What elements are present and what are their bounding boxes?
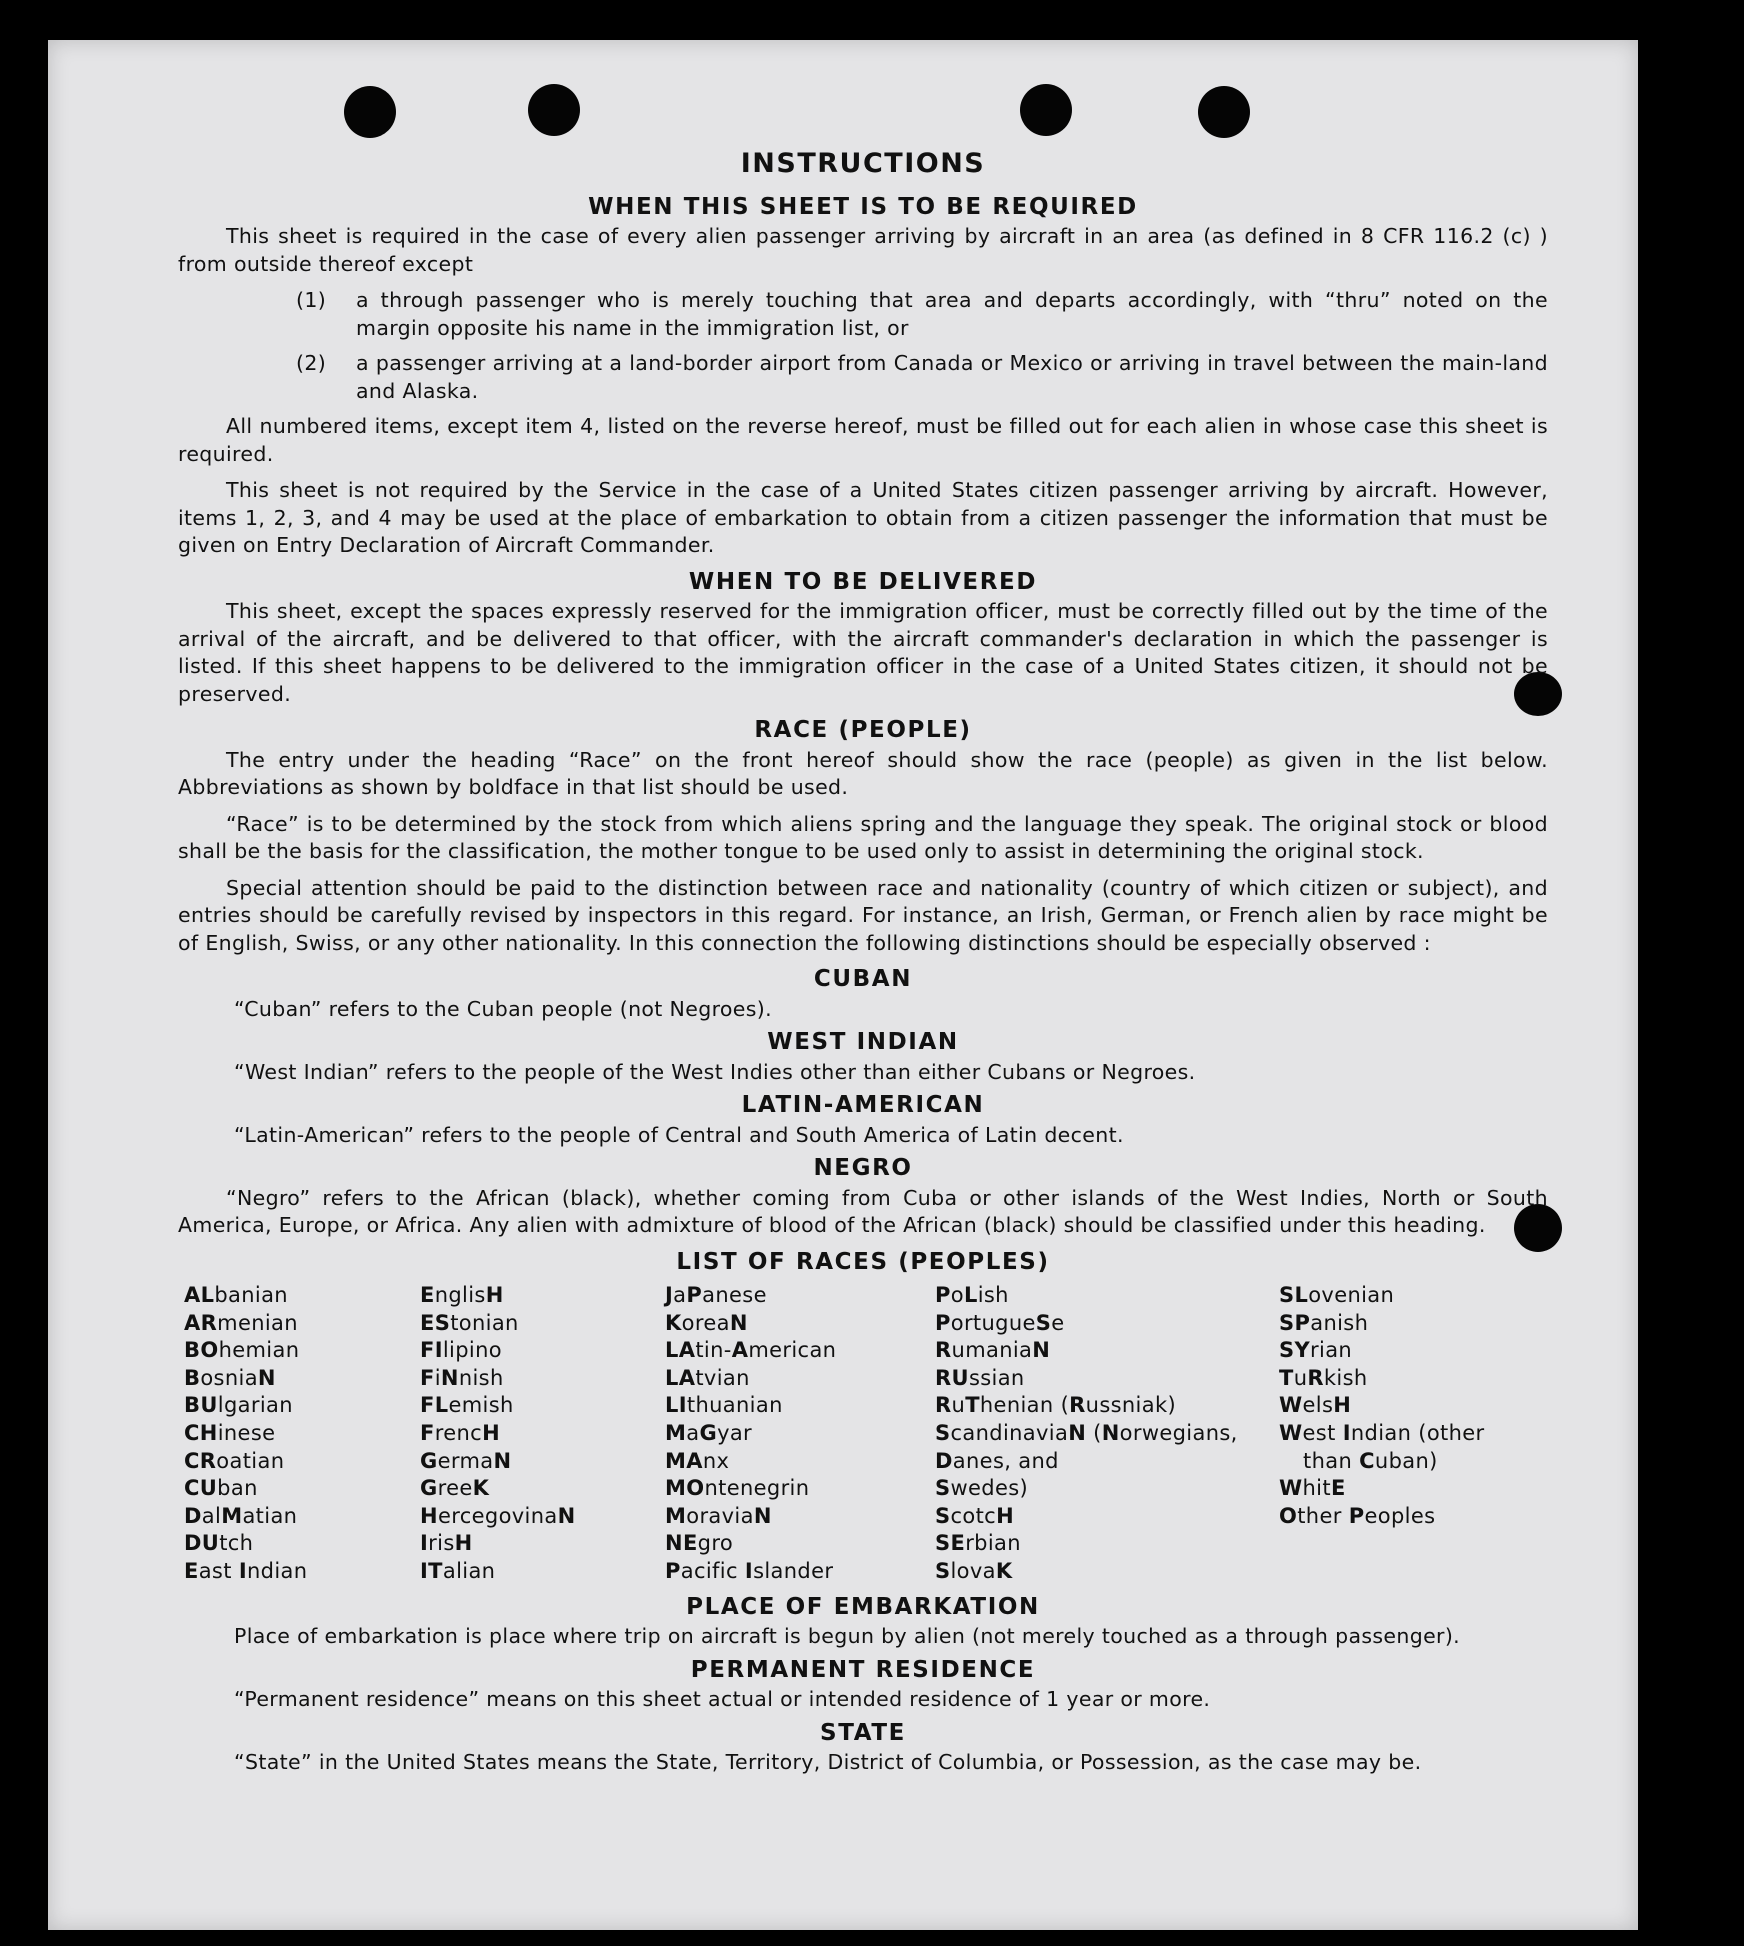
race-list bbox=[184, 1282, 1548, 1586]
item-number: (2) bbox=[296, 351, 327, 375]
section-heading: PERMANENT RESIDENCE bbox=[690, 1656, 1036, 1683]
section-heading: LIST OF RACES (PEOPLES) bbox=[676, 1248, 1050, 1275]
race-entry: MoraviaN bbox=[665, 1503, 772, 1528]
section-heading: NEGRO bbox=[813, 1155, 913, 1181]
race-entry: PoLish bbox=[935, 1283, 1009, 1307]
race-entry: DUtch bbox=[184, 1531, 254, 1556]
paragraph: This sheet is not required by the Service in the case of a United States citizen passenger arriving by aircraft. However, items 1, 2, 3, and 4 may be used at the place of embarkation to obtain from a citizen passenger the information that must be given on Entry Declaration of Aircraft Commander. bbox=[178, 478, 1548, 557]
race-entry: WhitE bbox=[1279, 1476, 1346, 1501]
race-column bbox=[665, 1282, 935, 1586]
punch-hole bbox=[344, 86, 396, 138]
document-page bbox=[48, 40, 1638, 1930]
paragraph: This sheet is required in the case of every alien passenger arriving by aircraft in an area (as defined in 8 CFR 116.2 (c) ) from outside thereof except bbox=[178, 224, 1548, 276]
paragraph: The entry under the heading “Race” on the front hereof should show the race (people) as given in the list below. Abbreviations as shown by boldface in that list should be used. bbox=[178, 747, 1548, 799]
race-entry: GreeK bbox=[420, 1476, 490, 1501]
race-entry: Swedes) bbox=[935, 1476, 1029, 1501]
punch-hole bbox=[1198, 86, 1250, 138]
definition: “Cuban” refers to the Cuban people (not Negroes). bbox=[234, 996, 772, 1021]
paragraph: “Negro” refers to the African (black), whether coming from Cuba or other islands of the West Indies, North or South America, Europe, or Africa. Any alien with admixture of blood of the African (black) should be classified under this heading. bbox=[178, 1185, 1548, 1237]
definition: “West Indian” refers to the people of the West Indies other than either Cubans or Negroes. bbox=[234, 1059, 1196, 1084]
race-entry: MAnx bbox=[665, 1448, 730, 1473]
race-entry: CHinese bbox=[184, 1420, 276, 1445]
section-heading: CUBAN bbox=[813, 966, 913, 992]
definition: “Permanent residence” means on this sheet actual or intended residence of 1 year or more. bbox=[234, 1687, 1211, 1712]
section-heading: WEST INDIAN bbox=[767, 1029, 959, 1055]
race-entry: SErbian bbox=[935, 1531, 1021, 1556]
race-entry: MaGyar bbox=[665, 1420, 753, 1445]
race-entry: CUban bbox=[184, 1476, 258, 1501]
definition: “State” in the United States means the State, Territory, District of Columbia, or Possession, as the case may be. bbox=[234, 1750, 1422, 1775]
section-heading: WHEN THIS SHEET IS TO BE REQUIRED bbox=[588, 193, 1138, 220]
item-text: a through passenger who is merely touching that area and departs accordingly, with “thru” noted on the margin opposite his name in the immigration list, or bbox=[356, 288, 1548, 340]
paragraph: “Race” is to be determined by the stock from which aliens spring and the language they speak. The original stock or blood shall be the basis for the classification, the mother tongue to be used only to assist in determining the original stock. bbox=[178, 811, 1548, 863]
race-entry: HercegovinaN bbox=[420, 1503, 576, 1528]
race-entry: GermaN bbox=[420, 1448, 512, 1473]
race-entry: SYrian bbox=[1279, 1338, 1353, 1363]
race-entry: FIlipino bbox=[420, 1338, 502, 1363]
paragraph: All numbered items, except item 4, listed on the reverse hereof, must be filled out for each alien in whose case this sheet is required. bbox=[178, 414, 1548, 466]
race-entry: RUssian bbox=[935, 1365, 1025, 1390]
race-entry: DalMatian bbox=[184, 1503, 298, 1528]
race-entry: RuThenian (Russniak) bbox=[935, 1393, 1177, 1418]
race-column bbox=[184, 1282, 420, 1586]
race-entry: ARmenian bbox=[184, 1310, 298, 1335]
race-entry: FLemish bbox=[420, 1393, 514, 1418]
race-entry: than Cuban) bbox=[1303, 1448, 1438, 1473]
race-entry: EnglisH bbox=[420, 1283, 504, 1307]
section-heading: RACE (PEOPLE) bbox=[754, 717, 972, 743]
race-entry: LAtin-American bbox=[665, 1338, 837, 1363]
section-heading: STATE bbox=[820, 1719, 906, 1746]
race-entry: KoreaN bbox=[665, 1310, 748, 1335]
race-entry: MOntenegrin bbox=[665, 1476, 810, 1501]
item-number: (1) bbox=[296, 288, 327, 312]
instructions-body bbox=[178, 150, 1548, 1783]
race-entry: ScandinaviaN (Norwegians, bbox=[935, 1420, 1238, 1445]
race-column bbox=[420, 1282, 665, 1586]
race-entry: LAtvian bbox=[665, 1365, 750, 1390]
punch-hole bbox=[1020, 84, 1072, 136]
race-entry: FrencH bbox=[420, 1420, 500, 1445]
list-item bbox=[178, 350, 1548, 405]
race-entry: ALbanian bbox=[184, 1283, 288, 1307]
race-entry: ScotcH bbox=[935, 1503, 1014, 1528]
race-entry: Pacific Islander bbox=[665, 1558, 834, 1583]
paragraph: This sheet, except the spaces expressly reserved for the immigration officer, must be correctly filled out by the time of the arrival of the aircraft, and be delivered to that officer, with the aircraft commander's declaration in which the passenger is listed. If this sheet happens to be delivered to the immigration officer in the case of a United States citizen, it should not be preserved. bbox=[178, 599, 1548, 706]
race-entry: NEgro bbox=[665, 1531, 734, 1556]
race-entry: IrisH bbox=[420, 1531, 473, 1556]
item-text: a passenger arriving at a land-border airport from Canada or Mexico or arriving in travel between the main-land and Alaska. bbox=[356, 351, 1548, 403]
race-entry: SLovenian bbox=[1279, 1283, 1395, 1307]
race-entry: LIthuanian bbox=[665, 1393, 783, 1418]
race-entry: RumaniaN bbox=[935, 1338, 1051, 1363]
list-item bbox=[178, 287, 1548, 342]
race-entry: Other Peoples bbox=[1279, 1503, 1436, 1528]
punch-hole bbox=[528, 84, 580, 136]
definition: Place of embarkation is place where trip on aircraft is begun by alien (not merely touched as a through passenger). bbox=[234, 1624, 1461, 1649]
race-entry: BUlgarian bbox=[184, 1393, 293, 1418]
race-entry: BOhemian bbox=[184, 1338, 300, 1363]
race-entry: FiNnish bbox=[420, 1365, 504, 1390]
race-column bbox=[935, 1282, 1279, 1586]
race-entry: CRoatian bbox=[184, 1448, 285, 1473]
race-entry: WelsH bbox=[1279, 1393, 1352, 1418]
definition: “Latin-American” refers to the people of Central and South America of Latin decent. bbox=[234, 1122, 1124, 1147]
paragraph: Special attention should be paid to the distinction between race and nationality (country of which citizen or subject), and entries should be carefully revised by inspectors in this regard. For instance, an Irish, German, or French alien by race might be of English, Swiss, or any other nationality. In this connection the following distinctions should be especially observed : bbox=[178, 875, 1548, 955]
race-entry: SlovaK bbox=[935, 1558, 1013, 1583]
race-entry: TuRkish bbox=[1279, 1365, 1368, 1390]
section-heading: WHEN TO BE DELIVERED bbox=[688, 568, 1038, 595]
race-entry: SPanish bbox=[1279, 1310, 1369, 1335]
race-entry: West Indian (other bbox=[1279, 1420, 1485, 1445]
race-entry: ITalian bbox=[420, 1558, 496, 1583]
race-entry: JaPanese bbox=[665, 1283, 767, 1307]
race-column bbox=[1279, 1282, 1539, 1586]
section-heading: LATIN-AMERICAN bbox=[741, 1092, 985, 1118]
race-entry: EStonian bbox=[420, 1310, 519, 1335]
race-entry: Danes, and bbox=[935, 1448, 1059, 1473]
race-entry: PortugueSe bbox=[935, 1310, 1065, 1335]
race-entry: BosniaN bbox=[184, 1365, 276, 1390]
page-title: INSTRUCTIONS bbox=[740, 148, 986, 179]
section-heading: PLACE OF EMBARKATION bbox=[686, 1593, 1040, 1620]
race-entry: East Indian bbox=[184, 1558, 308, 1583]
